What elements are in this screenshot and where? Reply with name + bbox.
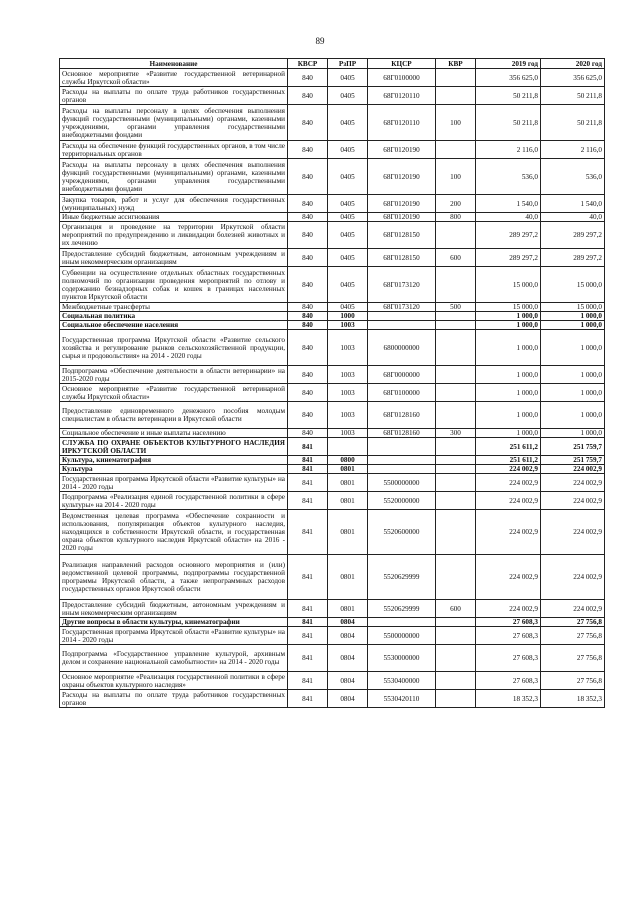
cell-kvsr: 840 — [288, 195, 328, 213]
cell-kcsr: 68Г0120190 — [368, 159, 436, 195]
cell-kvr — [436, 402, 476, 429]
cell-kcsr: 68Г0128160 — [368, 402, 436, 429]
table-row — [60, 222, 605, 249]
table-row — [60, 159, 605, 195]
cell-kcsr — [368, 465, 436, 474]
table-row — [60, 267, 605, 303]
cell-kvr — [436, 465, 476, 474]
cell-name: Подпрограмма «Государственное управление культурой, архивным делом и сохранение национальной самобытности» на 2014 - 2020 годы — [60, 645, 288, 672]
cell-kcsr: 68Г0100000 — [368, 69, 436, 87]
cell-kcsr: 68Г0120190 — [368, 213, 436, 222]
cell-name: Предоставление субсидий бюджетным, автономным учреждениям и иным некоммерческим организациям — [60, 600, 288, 618]
cell-2019: 1 000,0 — [476, 330, 541, 366]
table-row — [60, 672, 605, 690]
table-row — [60, 474, 605, 492]
cell-rzpr: 0405 — [328, 249, 368, 267]
cell-kvr — [436, 627, 476, 645]
cell-kvsr: 841 — [288, 690, 328, 708]
cell-2020: 50 211,8 — [541, 105, 605, 141]
cell-2019: 251 611,2 — [476, 438, 541, 456]
cell-rzpr: 0405 — [328, 105, 368, 141]
cell-kvr — [436, 438, 476, 456]
cell-2019: 15 000,0 — [476, 303, 541, 312]
cell-name: Государственная программа Иркутской области «Развитие культуры» на 2014 - 2020 годы — [60, 627, 288, 645]
cell-2020: 15 000,0 — [541, 267, 605, 303]
table-row — [60, 438, 605, 456]
cell-2020: 289 297,2 — [541, 222, 605, 249]
cell-kvr — [436, 474, 476, 492]
cell-kvr: 200 — [436, 195, 476, 213]
cell-2019: 224 002,9 — [476, 555, 541, 600]
cell-kvsr: 841 — [288, 600, 328, 618]
table-row — [60, 303, 605, 312]
cell-kvsr: 841 — [288, 618, 328, 627]
cell-name: Культура, кинематография — [60, 456, 288, 465]
cell-kcsr: 68Г0128160 — [368, 429, 436, 438]
cell-rzpr: 0804 — [328, 627, 368, 645]
header-name: Наименование — [60, 59, 288, 69]
cell-kvr — [436, 222, 476, 249]
cell-rzpr: 0801 — [328, 474, 368, 492]
cell-kvr: 500 — [436, 303, 476, 312]
cell-name: Другие вопросы в области культуры, кинематографии — [60, 618, 288, 627]
cell-kvr — [436, 555, 476, 600]
cell-kvr: 300 — [436, 429, 476, 438]
cell-rzpr: 0804 — [328, 618, 368, 627]
cell-kvr — [436, 321, 476, 330]
cell-2019: 50 211,8 — [476, 87, 541, 105]
cell-2020: 224 002,9 — [541, 510, 605, 555]
cell-name: Государственная программа Иркутской области «Развитие сельского хозяйства и регулирование рынков сельскохозяйственной продукции, сырья и продовольствия» на 2014 - 2020 годы — [60, 330, 288, 366]
cell-kvr — [436, 366, 476, 384]
cell-kvsr: 841 — [288, 492, 328, 510]
cell-name: Субвенции на осуществление отдельных областных государственных полномочий по организации проведения мероприятий по отлову и содержанию безнадзорных собак и кошек в границах населенных пунктов Иркутской области — [60, 267, 288, 303]
cell-kvr — [436, 312, 476, 321]
cell-kcsr: 68Г0128150 — [368, 222, 436, 249]
cell-2020: 224 002,9 — [541, 492, 605, 510]
cell-name: Основное мероприятие «Развитие государственной ветеринарной службы Иркутской области» — [60, 384, 288, 402]
cell-2019: 289 297,2 — [476, 249, 541, 267]
table-row — [60, 510, 605, 555]
cell-rzpr: 0405 — [328, 267, 368, 303]
cell-kvsr: 841 — [288, 555, 328, 600]
cell-rzpr: 0804 — [328, 672, 368, 690]
cell-kcsr: 5530000000 — [368, 645, 436, 672]
cell-kvr — [436, 672, 476, 690]
cell-kvr — [436, 141, 476, 159]
header-rzpr: РзПР — [328, 59, 368, 69]
cell-kvsr: 840 — [288, 330, 328, 366]
cell-kvr — [436, 492, 476, 510]
table-row — [60, 195, 605, 213]
cell-rzpr: 0801 — [328, 600, 368, 618]
table-row — [60, 249, 605, 267]
cell-kvsr: 841 — [288, 510, 328, 555]
cell-kvsr: 840 — [288, 87, 328, 105]
cell-kvsr: 840 — [288, 312, 328, 321]
cell-2020: 18 352,3 — [541, 690, 605, 708]
cell-kvsr: 841 — [288, 474, 328, 492]
table-row — [60, 492, 605, 510]
table-row — [60, 690, 605, 708]
table-row — [60, 456, 605, 465]
cell-kcsr: 5520600000 — [368, 510, 436, 555]
cell-kvsr: 840 — [288, 141, 328, 159]
cell-2019: 15 000,0 — [476, 267, 541, 303]
table-row — [60, 618, 605, 627]
table-row — [60, 627, 605, 645]
cell-kvr: 600 — [436, 600, 476, 618]
table-row — [60, 645, 605, 672]
cell-2019: 356 625,0 — [476, 69, 541, 87]
cell-2020: 27 756,8 — [541, 645, 605, 672]
cell-rzpr: 0405 — [328, 159, 368, 195]
cell-kvr — [436, 510, 476, 555]
cell-rzpr: 0801 — [328, 465, 368, 474]
cell-name: Расходы на выплаты персоналу в целях обеспечения выполнения функций государственными (муниципальными) органами, казенными учреждениями, органами управления государственными внебюджетными фондами — [60, 105, 288, 141]
cell-kvsr: 840 — [288, 366, 328, 384]
cell-rzpr: 1003 — [328, 384, 368, 402]
cell-2020: 1 000,0 — [541, 321, 605, 330]
cell-kvr — [436, 645, 476, 672]
cell-2019: 1 000,0 — [476, 402, 541, 429]
cell-kvr — [436, 618, 476, 627]
cell-kvsr: 840 — [288, 402, 328, 429]
cell-kvsr: 840 — [288, 249, 328, 267]
cell-2020: 1 000,0 — [541, 429, 605, 438]
header-kvsr: КВСР — [288, 59, 328, 69]
cell-kvr — [436, 456, 476, 465]
cell-2019: 27 608,3 — [476, 618, 541, 627]
cell-name: Подпрограмма «Реализация единой государственной политики в сфере культуры» на 2014 - 2020 годы — [60, 492, 288, 510]
cell-kcsr: 5520629999 — [368, 555, 436, 600]
cell-kvsr: 840 — [288, 222, 328, 249]
cell-rzpr: 0801 — [328, 555, 368, 600]
cell-2020: 251 759,7 — [541, 438, 605, 456]
cell-kvsr: 840 — [288, 429, 328, 438]
table-row — [60, 600, 605, 618]
cell-kvsr: 841 — [288, 456, 328, 465]
table-row — [60, 69, 605, 87]
cell-2020: 27 756,8 — [541, 627, 605, 645]
cell-2020: 224 002,9 — [541, 555, 605, 600]
cell-name: Основное мероприятие «Реализация государственной политики в сфере охраны объектов культурного наследия» — [60, 672, 288, 690]
cell-kvsr: 840 — [288, 69, 328, 87]
cell-2020: 536,0 — [541, 159, 605, 195]
cell-kcsr — [368, 618, 436, 627]
cell-name: Культура — [60, 465, 288, 474]
cell-rzpr: 0405 — [328, 141, 368, 159]
cell-rzpr: 0405 — [328, 303, 368, 312]
cell-kcsr: 5530400000 — [368, 672, 436, 690]
cell-kcsr: 68Г0128150 — [368, 249, 436, 267]
cell-rzpr: 1003 — [328, 321, 368, 330]
table-row — [60, 321, 605, 330]
cell-2020: 289 297,2 — [541, 249, 605, 267]
table-row — [60, 465, 605, 474]
cell-2019: 536,0 — [476, 159, 541, 195]
cell-kcsr: 5530420110 — [368, 690, 436, 708]
table-row — [60, 141, 605, 159]
cell-kvsr: 841 — [288, 438, 328, 456]
cell-kcsr — [368, 456, 436, 465]
cell-name: Социальное обеспечение и иные выплаты населению — [60, 429, 288, 438]
cell-rzpr: 0405 — [328, 87, 368, 105]
cell-2019: 40,0 — [476, 213, 541, 222]
cell-kvr — [436, 330, 476, 366]
cell-2019: 1 000,0 — [476, 321, 541, 330]
cell-kcsr: 68Г0120190 — [368, 141, 436, 159]
cell-2019: 2 116,0 — [476, 141, 541, 159]
table-row — [60, 402, 605, 429]
cell-rzpr: 0804 — [328, 690, 368, 708]
header-kvr: КВР — [436, 59, 476, 69]
cell-kvr: 800 — [436, 213, 476, 222]
cell-kcsr: 68Г0100000 — [368, 384, 436, 402]
cell-rzpr: 0405 — [328, 69, 368, 87]
cell-2020: 1 540,0 — [541, 195, 605, 213]
cell-name: Расходы на выплаты персоналу в целях обеспечения выполнения функций государственными (муниципальными) органами, казенными учреждениями, органами управления государственными внебюджетными фондами — [60, 159, 288, 195]
cell-2020: 1 000,0 — [541, 366, 605, 384]
cell-2019: 50 211,8 — [476, 105, 541, 141]
cell-name: Подпрограмма «Обеспечение деятельности в области ветеринарии» на 2015-2020 годы — [60, 366, 288, 384]
cell-kcsr: 5520629999 — [368, 600, 436, 618]
cell-kvsr: 841 — [288, 627, 328, 645]
cell-2019: 224 002,9 — [476, 600, 541, 618]
cell-2020: 1 000,0 — [541, 384, 605, 402]
table-row — [60, 429, 605, 438]
cell-rzpr: 1003 — [328, 402, 368, 429]
cell-kvsr: 840 — [288, 384, 328, 402]
cell-2019: 27 608,3 — [476, 627, 541, 645]
cell-2019: 224 002,9 — [476, 492, 541, 510]
cell-kvsr: 840 — [288, 105, 328, 141]
cell-2019: 1 540,0 — [476, 195, 541, 213]
cell-kcsr: 5520000000 — [368, 492, 436, 510]
cell-2019: 224 002,9 — [476, 465, 541, 474]
cell-2020: 224 002,9 — [541, 600, 605, 618]
header-2020: 2020 год — [541, 59, 605, 69]
cell-name: Расходы на выплаты по оплате труда работников государственных органов — [60, 690, 288, 708]
table-row — [60, 105, 605, 141]
cell-rzpr: 0801 — [328, 492, 368, 510]
cell-rzpr: 1003 — [328, 429, 368, 438]
table-row — [60, 312, 605, 321]
cell-2019: 1 000,0 — [476, 312, 541, 321]
cell-2020: 1 000,0 — [541, 330, 605, 366]
cell-name: Ведомственная целевая программа «Обеспечение сохранности и использования, популяризация объектов культурного наследия, находящихся в собственности Иркутской области, и государственная охрана объектов культурного наследия Иркутской области» на 2016 - 2020 годы — [60, 510, 288, 555]
cell-kcsr: 68Г0173120 — [368, 303, 436, 312]
cell-kcsr — [368, 321, 436, 330]
cell-name: Расходы на обеспечение функций государственных органов, в том числе территориальных органов — [60, 141, 288, 159]
cell-2019: 289 297,2 — [476, 222, 541, 249]
cell-2020: 1 000,0 — [541, 312, 605, 321]
cell-kvsr: 840 — [288, 159, 328, 195]
cell-kvr — [436, 384, 476, 402]
cell-name: Предоставление субсидий бюджетным, автономным учреждениям и иным некоммерческим организациям — [60, 249, 288, 267]
cell-name: Реализация направлений расходов основного мероприятия и (или) ведомственной целевой программы, подпрограммы государственной программы Иркутской области, а также непрограммных расходов государственных органов Иркутской области — [60, 555, 288, 600]
table-body — [60, 69, 605, 708]
cell-2019: 1 000,0 — [476, 429, 541, 438]
cell-kvsr: 841 — [288, 465, 328, 474]
cell-name: Расходы на выплаты по оплате труда работников государственных органов — [60, 87, 288, 105]
cell-2020: 356 625,0 — [541, 69, 605, 87]
cell-kvsr: 840 — [288, 267, 328, 303]
cell-kcsr: 5500000000 — [368, 474, 436, 492]
cell-2019: 18 352,3 — [476, 690, 541, 708]
cell-2020: 251 759,7 — [541, 456, 605, 465]
cell-2019: 224 002,9 — [476, 474, 541, 492]
cell-2020: 40,0 — [541, 213, 605, 222]
cell-kvr — [436, 690, 476, 708]
table-header-row — [60, 59, 605, 69]
cell-2019: 251 611,2 — [476, 456, 541, 465]
cell-rzpr: 1003 — [328, 366, 368, 384]
cell-kvr: 100 — [436, 159, 476, 195]
cell-name: Межбюджетные трансферты — [60, 303, 288, 312]
cell-2019: 27 608,3 — [476, 645, 541, 672]
cell-kvsr: 841 — [288, 672, 328, 690]
budget-table — [59, 58, 605, 708]
cell-rzpr: 1000 — [328, 312, 368, 321]
cell-name: Закупка товаров, работ и услуг для обеспечения государственных (муниципальных) нужд — [60, 195, 288, 213]
table-row — [60, 87, 605, 105]
cell-rzpr: 0405 — [328, 195, 368, 213]
cell-kvsr: 840 — [288, 213, 328, 222]
cell-2019: 1 000,0 — [476, 384, 541, 402]
header-2019: 2019 год — [476, 59, 541, 69]
cell-2020: 50 211,8 — [541, 87, 605, 105]
table-row — [60, 213, 605, 222]
cell-kcsr: 68Г0120110 — [368, 87, 436, 105]
cell-2020: 27 756,8 — [541, 618, 605, 627]
cell-name: Социальное обеспечение населения — [60, 321, 288, 330]
table-row — [60, 555, 605, 600]
cell-name: СЛУЖБА ПО ОХРАНЕ ОБЪЕКТОВ КУЛЬТУРНОГО НАСЛЕДИЯ ИРКУТСКОЙ ОБЛАСТИ — [60, 438, 288, 456]
cell-kcsr: 68Г0120110 — [368, 105, 436, 141]
cell-kvsr: 840 — [288, 303, 328, 312]
cell-rzpr: 1003 — [328, 330, 368, 366]
cell-name: Организация и проведение на территории Иркутской области мероприятий по предупреждению и ликвидации болезней животных и их лечению — [60, 222, 288, 249]
header-kcsr: КЦСР — [368, 59, 436, 69]
cell-rzpr: 0801 — [328, 510, 368, 555]
cell-kvr — [436, 267, 476, 303]
cell-2019: 1 000,0 — [476, 366, 541, 384]
cell-rzpr — [328, 438, 368, 456]
table-row — [60, 330, 605, 366]
cell-kcsr: 68Г0000000 — [368, 366, 436, 384]
cell-kvr: 100 — [436, 105, 476, 141]
cell-rzpr: 0405 — [328, 222, 368, 249]
cell-2020: 224 002,9 — [541, 474, 605, 492]
cell-rzpr: 0804 — [328, 645, 368, 672]
cell-name: Государственная программа Иркутской области «Развитие культуры» на 2014 - 2020 годы — [60, 474, 288, 492]
cell-kvr: 600 — [436, 249, 476, 267]
cell-2019: 27 608,3 — [476, 672, 541, 690]
table-row — [60, 366, 605, 384]
cell-2019: 224 002,9 — [476, 510, 541, 555]
cell-kcsr — [368, 438, 436, 456]
cell-kcsr — [368, 312, 436, 321]
cell-kcsr: 68Г0120190 — [368, 195, 436, 213]
cell-name: Предоставление единовременного денежного пособия молодым специалистам в области ветеринарии в Иркутской области — [60, 402, 288, 429]
cell-2020: 2 116,0 — [541, 141, 605, 159]
page-number: 89 — [315, 36, 325, 46]
cell-kvr — [436, 69, 476, 87]
table-row — [60, 384, 605, 402]
cell-rzpr: 0405 — [328, 213, 368, 222]
cell-kcsr: 68Г0173120 — [368, 267, 436, 303]
cell-kcsr: 6800000000 — [368, 330, 436, 366]
cell-kvsr: 841 — [288, 645, 328, 672]
cell-name: Основное мероприятие «Развитие государственной ветеринарной службы Иркутской области» — [60, 69, 288, 87]
cell-kvr — [436, 87, 476, 105]
cell-2020: 1 000,0 — [541, 402, 605, 429]
cell-kcsr: 5500000000 — [368, 627, 436, 645]
cell-2020: 15 000,0 — [541, 303, 605, 312]
cell-name: Социальная политика — [60, 312, 288, 321]
cell-name: Иные бюджетные ассигнования — [60, 213, 288, 222]
cell-2020: 27 756,8 — [541, 672, 605, 690]
cell-2020: 224 002,9 — [541, 465, 605, 474]
cell-rzpr: 0800 — [328, 456, 368, 465]
cell-kvsr: 840 — [288, 321, 328, 330]
